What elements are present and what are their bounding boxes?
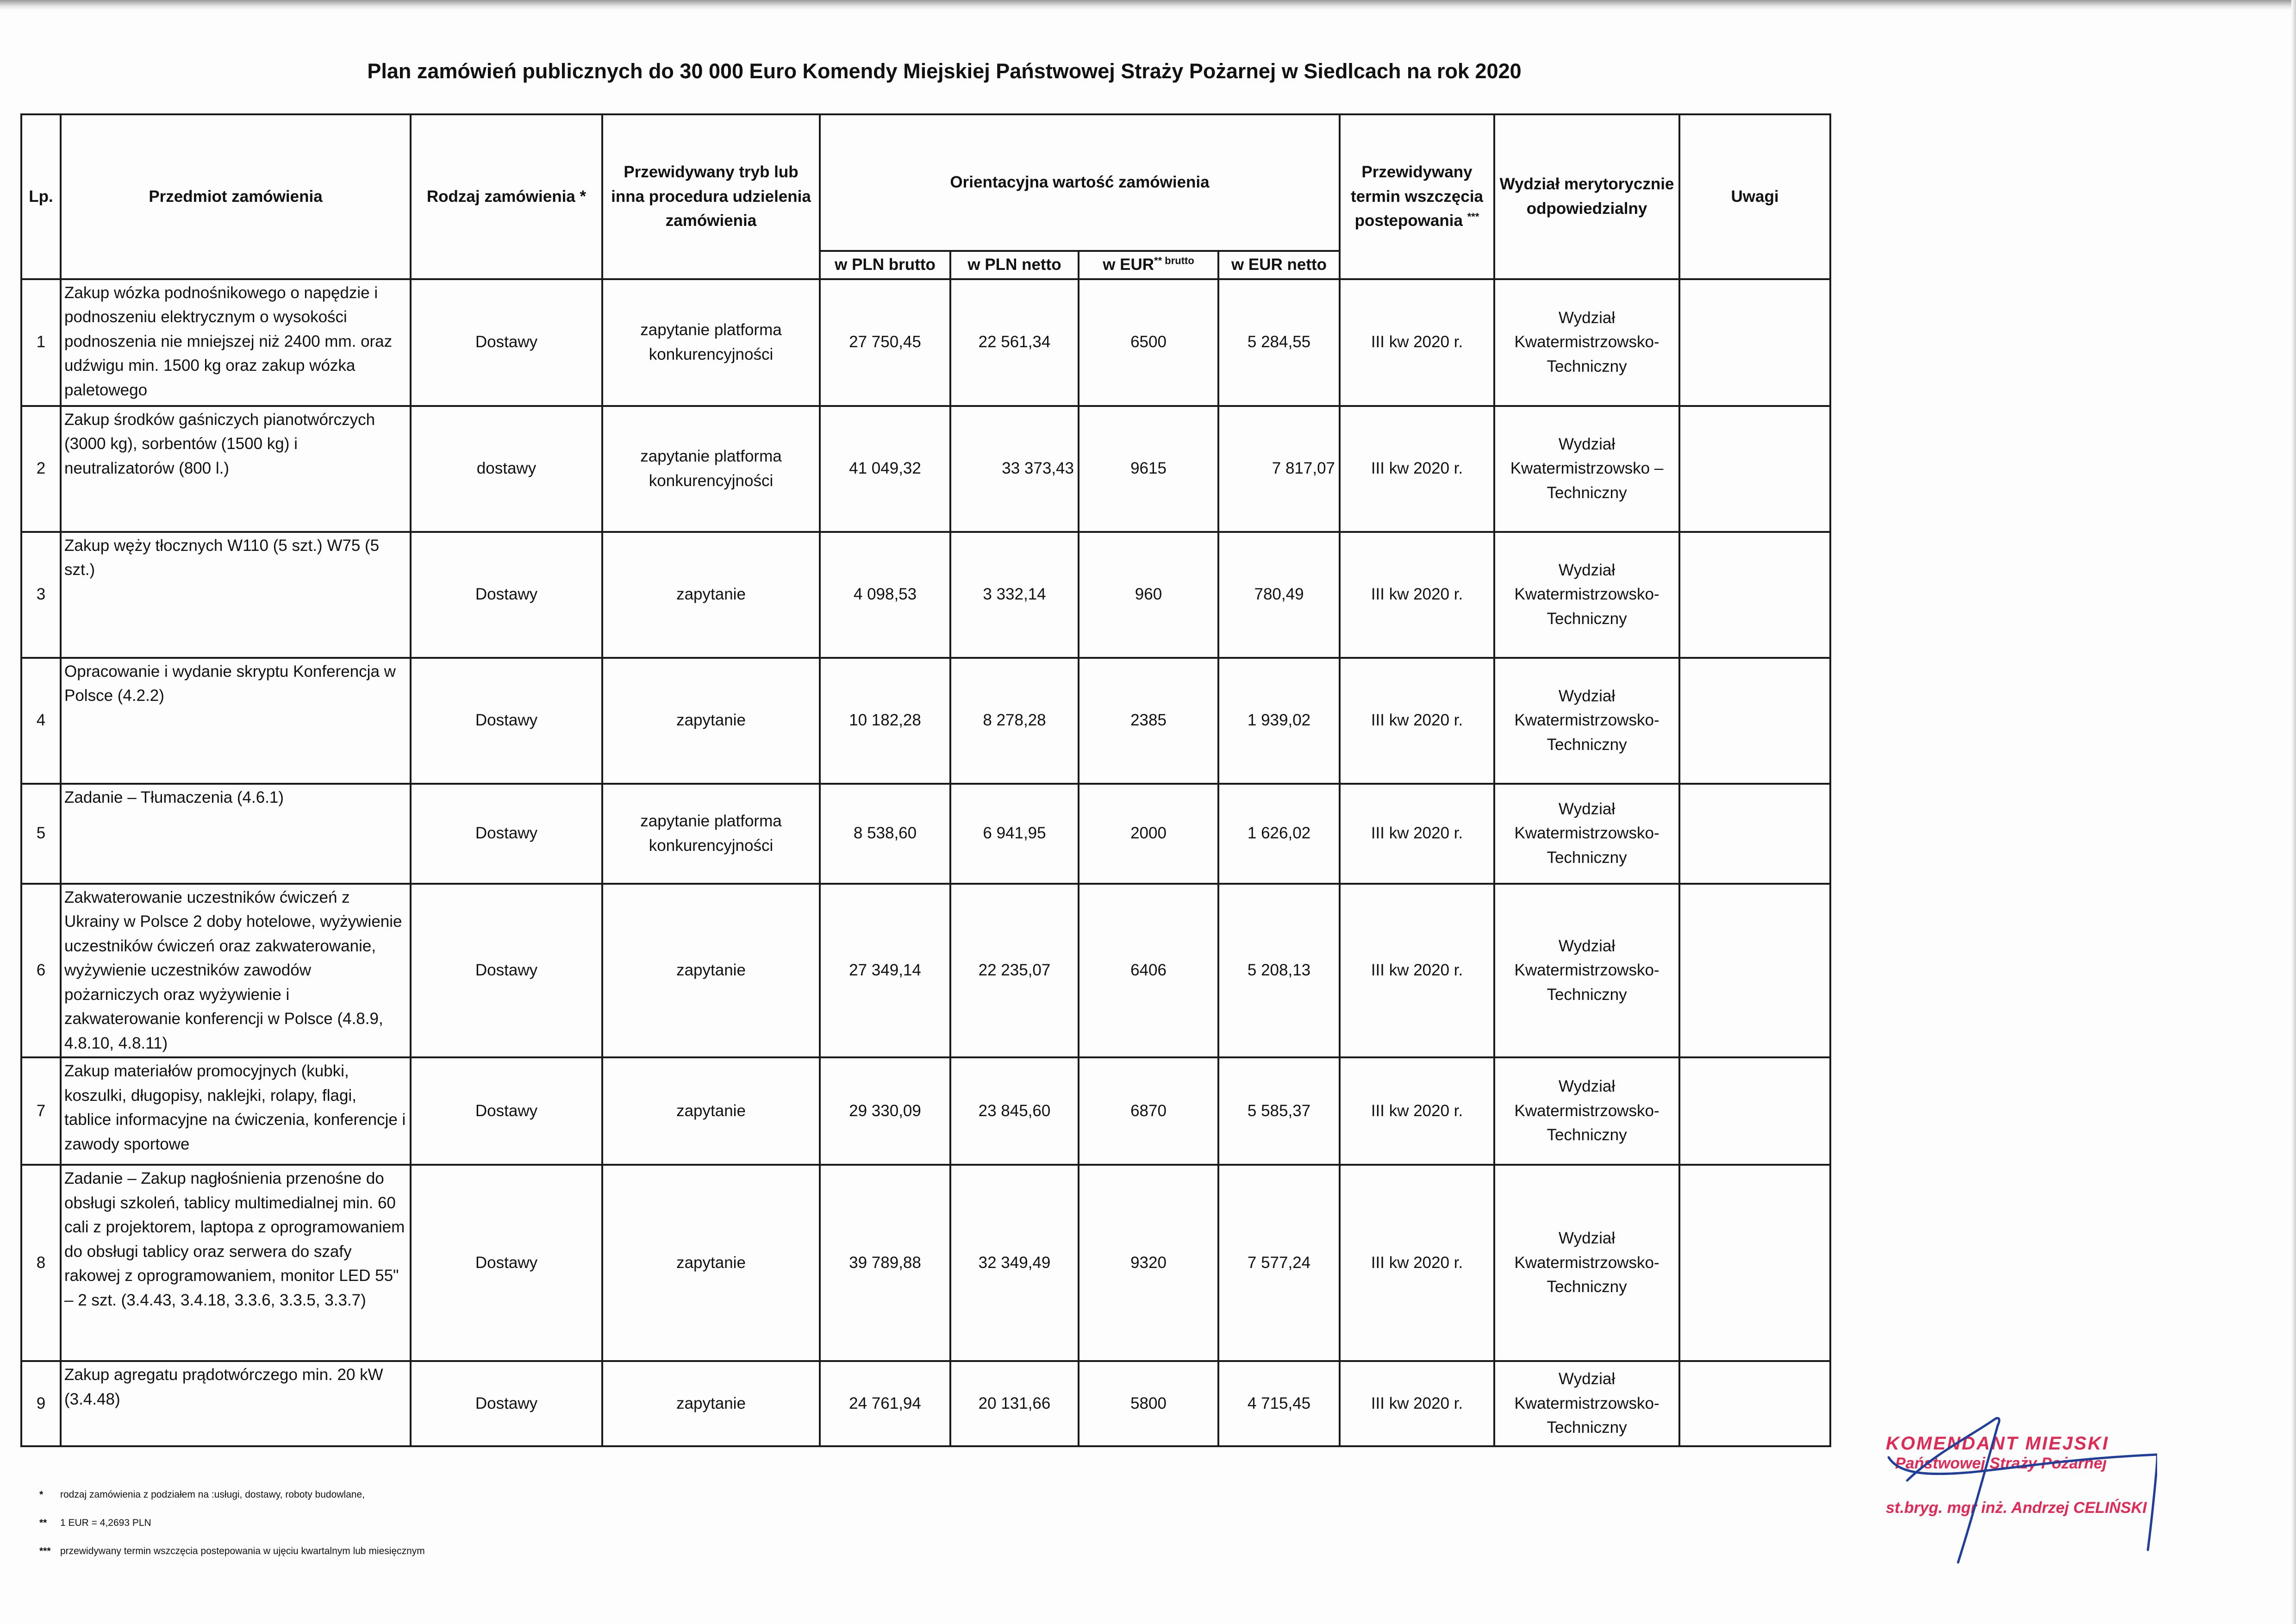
cell-notes <box>1679 279 1830 406</box>
cell-lp: 6 <box>21 884 61 1058</box>
header-eur-net: w EUR netto <box>1218 251 1340 279</box>
cell-pln-gross: 8 538,60 <box>820 784 950 884</box>
cell-pln-net: 20 131,66 <box>950 1361 1079 1446</box>
cell-lp: 5 <box>21 784 61 884</box>
footnote-text: przewidywany termin wszczęcia postepowania w ujęciu kwartalnym lub miesięcznym <box>60 1546 425 1556</box>
cell-pln-gross: 41 049,32 <box>820 406 950 532</box>
cell-eur-net: 5 585,37 <box>1218 1057 1340 1165</box>
header-start-label: Przewidywany termin wszczęcia postepowania <box>1351 163 1484 230</box>
cell-subject: Zadanie – Zakup nagłośnienia przenośne do obsługi szkoleń, tablicy multimedialnej min. 60 cali z projektorem, laptopa z oprogramowaniem do obsługi tablicy oraz serwera do szafy rakowej z oprogramowaniem, monitor LED 55" – 2 szt. (3.4.43, 3.4.18, 3.3.6, 3.3.5, 3.3.7) <box>61 1165 411 1361</box>
cell-subject: Zadanie – Tłumaczenia (4.6.1) <box>61 784 411 884</box>
cell-type: Dostawy <box>411 784 602 884</box>
cell-eur-net: 5 284,55 <box>1218 279 1340 406</box>
cell-department: Wydział Kwatermistrzowsko-Techniczny <box>1494 1057 1679 1165</box>
cell-eur-net: 1 626,02 <box>1218 784 1340 884</box>
cell-notes <box>1679 884 1830 1058</box>
cell-pln-net: 32 349,49 <box>950 1165 1079 1361</box>
header-notes: Uwagi <box>1679 114 1830 279</box>
footnote-mark: ** <box>39 1518 47 1528</box>
cell-notes <box>1679 658 1830 784</box>
cell-pln-gross: 27 750,45 <box>820 279 950 406</box>
cell-eur-net: 780,49 <box>1218 532 1340 658</box>
cell-type: Dostawy <box>411 1165 602 1361</box>
cell-pln-net: 6 941,95 <box>950 784 1079 884</box>
header-start <box>1340 114 1494 279</box>
cell-pln-gross: 29 330,09 <box>820 1057 950 1165</box>
table-row <box>21 1057 1830 1165</box>
cell-department: Wydział Kwatermistrzowsko-Techniczny <box>1494 279 1679 406</box>
cell-start: III kw 2020 r. <box>1340 884 1494 1058</box>
document-title: Plan zamówień publicznych do 30 000 Euro Komendy Miejskiej Państwowej Straży Pożarnej w Siedlcach na rok 2020 <box>367 59 1522 83</box>
table-row <box>21 279 1830 406</box>
cell-pln-gross: 10 182,28 <box>820 658 950 784</box>
header-procedure: Przewidywany tryb lub inna procedura udzielenia zamówienia <box>602 114 820 279</box>
header-subject: Przedmiot zamówienia <box>61 114 411 279</box>
cell-subject: Zakup agregatu prądotwórczego min. 20 kW (3.4.48) <box>61 1361 411 1446</box>
cell-lp: 8 <box>21 1165 61 1361</box>
cell-eur-net: 7 577,24 <box>1218 1165 1340 1361</box>
cell-eur-net: 5 208,13 <box>1218 884 1340 1058</box>
cell-notes <box>1679 784 1830 884</box>
procurement-table <box>20 113 1831 1447</box>
cell-start: III kw 2020 r. <box>1340 532 1494 658</box>
header-eur-gross <box>1079 251 1218 279</box>
cell-eur-gross: 960 <box>1079 532 1218 658</box>
cell-subject: Opracowanie i wydanie skryptu Konferencja w Polsce (4.2.2) <box>61 658 411 784</box>
cell-department: Wydział Kwatermistrzowsko-Techniczny <box>1494 658 1679 784</box>
cell-subject: Zakup węży tłocznych W110 (5 szt.) W75 (5 szt.) <box>61 532 411 658</box>
scan-edge-right <box>2291 0 2296 1624</box>
cell-procedure: zapytanie platforma konkurencyjności <box>602 784 820 884</box>
stamp-line-institution: Państwowej Straży Pożarnej <box>1895 1455 2107 1472</box>
cell-start: III kw 2020 r. <box>1340 279 1494 406</box>
cell-pln-gross: 39 789,88 <box>820 1165 950 1361</box>
footnote-text: rodzaj zamówienia z podziałem na :usługi, dostawy, roboty budowlane, <box>60 1489 365 1500</box>
cell-notes <box>1679 532 1830 658</box>
cell-start: III kw 2020 r. <box>1340 1361 1494 1446</box>
cell-subject: Zakup wózka podnośnikowego o napędzie i podnoszeniu elektrycznym o wysokości podnoszenia nie mniejszej niż 2400 mm. oraz udźwigu min. 1500 kg oraz zakup wózka paletowego <box>61 279 411 406</box>
footnote-3 <box>39 1546 425 1556</box>
cell-procedure: zapytanie <box>602 532 820 658</box>
cell-eur-gross: 6406 <box>1079 884 1218 1058</box>
cell-type: dostawy <box>411 406 602 532</box>
cell-lp: 2 <box>21 406 61 532</box>
footnote-mark: *** <box>39 1546 51 1556</box>
cell-pln-net: 23 845,60 <box>950 1057 1079 1165</box>
cell-pln-net: 22 235,07 <box>950 884 1079 1058</box>
cell-notes <box>1679 1361 1830 1446</box>
cell-start: III kw 2020 r. <box>1340 1057 1494 1165</box>
footnote-text: 1 EUR = 4,2693 PLN <box>60 1518 151 1528</box>
cell-procedure: zapytanie <box>602 1165 820 1361</box>
header-eur-gross-sup: ** brutto <box>1154 255 1194 267</box>
footnotes <box>39 1489 425 1574</box>
cell-start: III kw 2020 r. <box>1340 658 1494 784</box>
scan-edge-top <box>0 0 2296 10</box>
cell-eur-gross: 5800 <box>1079 1361 1218 1446</box>
table-row <box>21 1361 1830 1446</box>
cell-procedure: zapytanie <box>602 884 820 1058</box>
official-stamp <box>1879 1403 2157 1569</box>
cell-department: Wydział Kwatermistrzowsko-Techniczny <box>1494 784 1679 884</box>
stamp-line-title: KOMENDANT MIEJSKI <box>1886 1433 2109 1454</box>
cell-notes <box>1679 1057 1830 1165</box>
cell-type: Dostawy <box>411 1361 602 1446</box>
cell-subject: Zakup środków gaśniczych pianotwórczych (3000 kg), sorbentów (1500 kg) i neutralizatorów (800 l.) <box>61 406 411 532</box>
cell-eur-gross: 6500 <box>1079 279 1218 406</box>
cell-eur-gross: 2000 <box>1079 784 1218 884</box>
cell-procedure: zapytanie <box>602 658 820 784</box>
header-type: Rodzaj zamówienia * <box>411 114 602 279</box>
cell-procedure: zapytanie platforma konkurencyjności <box>602 406 820 532</box>
cell-eur-net: 7 817,07 <box>1218 406 1340 532</box>
cell-department: Wydział Kwatermistrzowsko-Techniczny <box>1494 1361 1679 1446</box>
header-pln-gross: w PLN brutto <box>820 251 950 279</box>
footnote-mark: * <box>39 1489 44 1500</box>
table-row <box>21 884 1830 1058</box>
cell-pln-gross: 4 098,53 <box>820 532 950 658</box>
cell-procedure: zapytanie <box>602 1361 820 1446</box>
header-start-sup: *** <box>1467 211 1479 223</box>
cell-pln-net: 8 278,28 <box>950 658 1079 784</box>
table-row <box>21 784 1830 884</box>
table-row <box>21 532 1830 658</box>
cell-lp: 1 <box>21 279 61 406</box>
cell-eur-gross: 2385 <box>1079 658 1218 784</box>
header-value-group: Orientacyjna wartość zamówienia <box>820 114 1340 251</box>
table-header-row <box>21 114 1830 251</box>
cell-procedure: zapytanie <box>602 1057 820 1165</box>
cell-type: Dostawy <box>411 884 602 1058</box>
header-lp: Lp. <box>21 114 61 279</box>
cell-subject: Zakup materiałów promocyjnych (kubki, koszulki, długopisy, naklejki, rolapy, flagi, tablice informacyjne na ćwiczenia, konferencje i zawody sportowe <box>61 1057 411 1165</box>
handwritten-signature <box>1879 1403 2157 1569</box>
cell-procedure: zapytanie platforma konkurencyjności <box>602 279 820 406</box>
cell-start: III kw 2020 r. <box>1340 406 1494 532</box>
cell-pln-gross: 24 761,94 <box>820 1361 950 1446</box>
cell-department: Wydział Kwatermistrzowsko-Techniczny <box>1494 1165 1679 1361</box>
cell-eur-gross: 6870 <box>1079 1057 1218 1165</box>
stamp-line-name: st.bryg. mgr inż. Andrzej CELIŃSKI <box>1886 1499 2147 1517</box>
cell-type: Dostawy <box>411 658 602 784</box>
cell-eur-net: 4 715,45 <box>1218 1361 1340 1446</box>
cell-start: III kw 2020 r. <box>1340 784 1494 884</box>
cell-notes <box>1679 1165 1830 1361</box>
cell-eur-gross: 9615 <box>1079 406 1218 532</box>
header-department: Wydział merytorycznie odpowiedzialny <box>1494 114 1679 279</box>
cell-notes <box>1679 406 1830 532</box>
cell-subject: Zakwaterowanie uczestników ćwiczeń z Ukrainy w Polsce 2 doby hotelowe, wyżywienie uczestników ćwiczeń oraz zakwaterowanie, wyżywienie uczestników zawodów pożarniczych oraz wyżywienie i zakwaterowanie konferencji w Polsce (4.8.9, 4.8.10, 4.8.11) <box>61 884 411 1058</box>
cell-eur-gross: 9320 <box>1079 1165 1218 1361</box>
cell-lp: 7 <box>21 1057 61 1165</box>
cell-pln-gross: 27 349,14 <box>820 884 950 1058</box>
cell-type: Dostawy <box>411 1057 602 1165</box>
table-row <box>21 406 1830 532</box>
cell-department: Wydział Kwatermistrzowsko-Techniczny <box>1494 884 1679 1058</box>
table-row <box>21 1165 1830 1361</box>
header-pln-net: w PLN netto <box>950 251 1079 279</box>
cell-pln-net: 22 561,34 <box>950 279 1079 406</box>
cell-lp: 3 <box>21 532 61 658</box>
cell-lp: 9 <box>21 1361 61 1446</box>
cell-type: Dostawy <box>411 279 602 406</box>
cell-type: Dostawy <box>411 532 602 658</box>
cell-department: Wydział Kwatermistrzowsko – Techniczny <box>1494 406 1679 532</box>
cell-pln-net: 33 373,43 <box>950 406 1079 532</box>
cell-pln-net: 3 332,14 <box>950 532 1079 658</box>
cell-lp: 4 <box>21 658 61 784</box>
header-eur-gross-label: w EUR <box>1103 256 1154 274</box>
footnote-1 <box>39 1489 425 1500</box>
table-row <box>21 658 1830 784</box>
footnote-2 <box>39 1518 425 1528</box>
cell-start: III kw 2020 r. <box>1340 1165 1494 1361</box>
cell-eur-net: 1 939,02 <box>1218 658 1340 784</box>
cell-department: Wydział Kwatermistrzowsko-Techniczny <box>1494 532 1679 658</box>
